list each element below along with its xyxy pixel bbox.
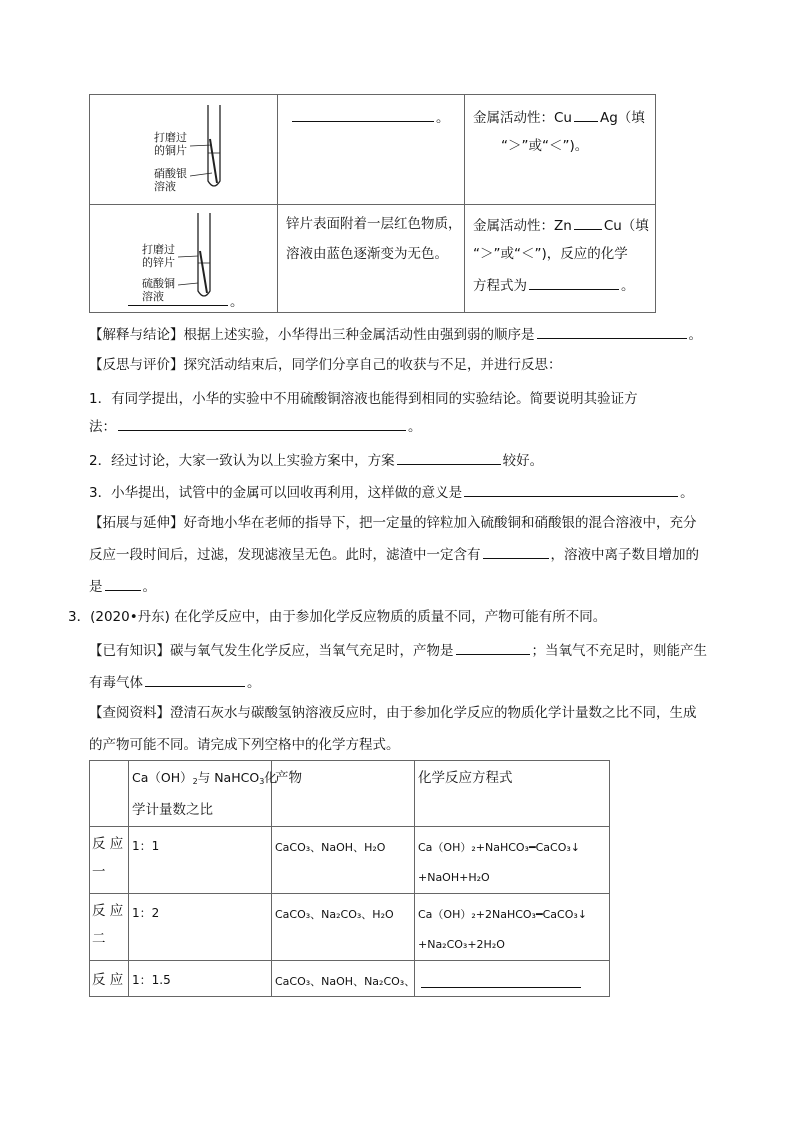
q1-line2: 法： 。 [89, 416, 422, 436]
label-silver-nitrate: 硝酸银 溶液 [154, 167, 187, 193]
extend-line3: 是 。 [89, 576, 156, 596]
q2: 2．经过讨论，大家一致认为以上实验方案中，方案 较好。 [89, 450, 543, 470]
order-blank[interactable] [537, 324, 687, 339]
label-copper-sulfate: 硫酸铜 溶液 [142, 277, 175, 303]
ion-blank[interactable] [105, 576, 141, 591]
label-copper: 打磨过 的铜片 [154, 131, 187, 157]
q1-line1: 1．有同学提出，小华的实验中不用硫酸铜溶液也能得到相同的实验结论。简要说明其验证方 [89, 391, 638, 407]
header-ratio-cell: $Ca(OH)_2$与 NaHCO$_3$化 学计量数之比 [129, 761, 272, 827]
table-row: 反 应 一 1：1 CaCO₃、NaOH、H₂O Ca（OH）₂+NaHCO₃━CaCO₃↓ +NaOH+H₂O [90, 827, 610, 894]
extend-line1: 【拓展与延伸】好奇地小华在老师的指导下，把一定量的锌粒加入硫酸铜和硝酸银的混合溶液中，充分 [89, 515, 697, 531]
lookup-line1: 【查阅资料】澄清石灰水与碳酸氢钠溶液反应时，由于参加化学反应的物质化学计量数之比不同，生成 [89, 705, 697, 721]
row2-conclusion-cell: 金属活动性：Zn Cu（填 “＞”或“＜”)，反应的化学 方程式为 。 [465, 205, 656, 313]
row1-apparatus-cell [90, 95, 278, 205]
cu-ag-blank[interactable] [574, 107, 598, 122]
reflect-intro: 【反思与评价】探究活动结束后，同学们分享自己的收获与不足，并进行反思： [89, 357, 562, 373]
row2-apparatus-cell: 打磨过 的锌片 硫酸铜 溶液 。 [90, 205, 278, 313]
extend-line2: 反应一段时间后，过滤，发现滤液呈无色。此时，滤渣中一定含有 ，溶液中离子数目增加的 [89, 544, 699, 564]
label-zinc: 打磨过 的锌片 [142, 243, 175, 269]
equation-blank[interactable] [529, 275, 619, 290]
explain-conclusion: 【解释与结论】根据上述实验，小华得出三种金属活动性由强到弱的顺序是 。 [89, 324, 702, 344]
product-blank[interactable] [456, 640, 530, 655]
reaction-table [89, 760, 610, 997]
known-line2: 有毒气体 。 [89, 672, 261, 692]
experiment-table [89, 94, 656, 313]
apparatus-blank[interactable] [128, 291, 228, 306]
pointer-lines-icon [178, 251, 208, 291]
problem-3-title: 3．(2020•丹东) 在化学反应中，由于参加化学反应物质的质量不同，产物可能有所不同。 [68, 609, 607, 625]
known-line1: 【已有知识】碳与氧气发生化学反应，当氧气充足时，产物是 ；当氧气不充足时，则能产生 [89, 640, 707, 660]
row1-phenomenon-cell: 。 [278, 95, 465, 205]
equation-3-blank[interactable] [421, 973, 581, 988]
q1-blank[interactable] [118, 416, 406, 431]
header-product-cell: 产物 [272, 761, 415, 827]
header-equation-cell: 化学反应方程式 [415, 761, 610, 827]
pointer-lines-icon [190, 139, 220, 179]
row2-phenomenon-cell: 锌片表面附着一层红色物质， 溶液由蓝色逐渐变为无色。 [278, 205, 465, 313]
header-blank-cell [90, 761, 129, 827]
table-row: 反 应 1：1.5 CaCO₃、NaOH、Na₂CO₃、 [90, 961, 610, 997]
table-row: 反 应 二 1：2 CaCO₃、Na₂CO₃、H₂O Ca（OH）₂+2NaHCO₃━CaCO₃↓ +Na₂CO₃+2H₂O [90, 894, 610, 961]
row1-conclusion-cell: 金属活动性：Cu Ag（填 “＞”或“＜”)。 [465, 95, 656, 205]
phenomenon-blank-1[interactable] [292, 107, 434, 122]
q3: 3．小华提出，试管中的金属可以回收再利用，这样做的意义是 。 [89, 482, 694, 502]
q3-blank[interactable] [464, 482, 678, 497]
toxic-gas-blank[interactable] [145, 672, 245, 687]
zn-cu-blank[interactable] [574, 215, 602, 230]
lookup-line2: 的产物可能不同。请完成下列空格中的化学方程式。 [89, 737, 400, 753]
residue-blank[interactable] [483, 544, 549, 559]
q2-blank[interactable] [397, 450, 501, 465]
